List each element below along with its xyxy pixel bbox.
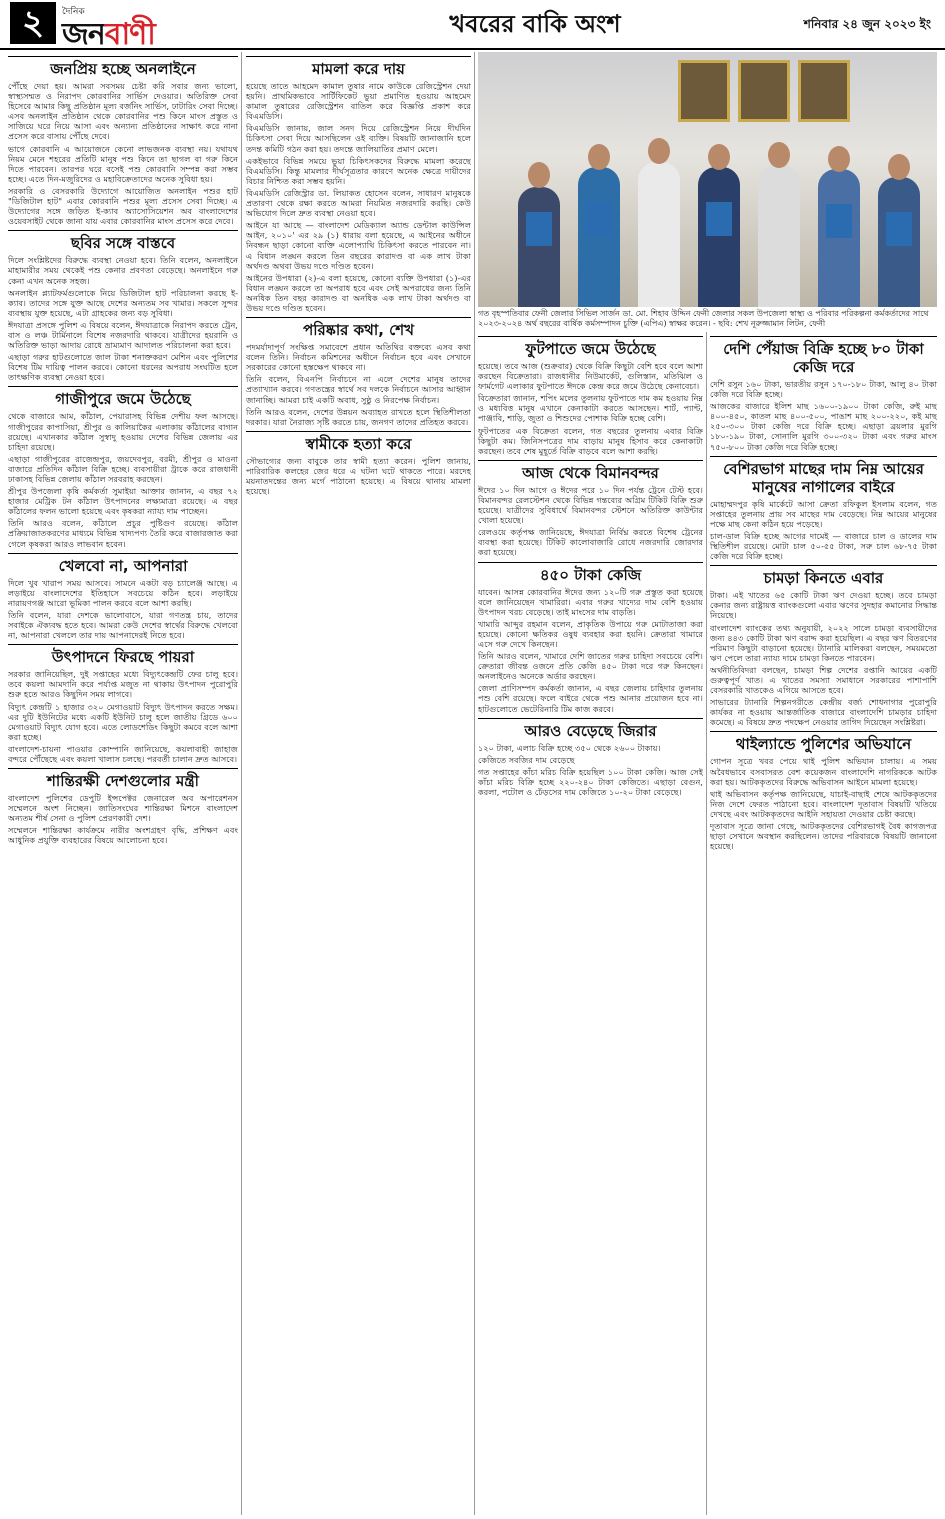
- story-paragraph: থাই অভিবাসন কর্তৃপক্ষ জানিয়েছে, যাচাই-বাছাই শেষে আটককৃতদের নিজ দেশে ফেরত পাঠানো হবে। বাংলাদেশ দূতাবাস বিষয়টি খতিয়ে দেখছে এবং আটককৃতদের আইনি সহায়তা দেওয়ার চেষ্টা করছে।: [710, 788, 937, 819]
- story-s14: [710, 336, 937, 452]
- story-paragraph: আইনের উপধারা (২)-এ বলা হয়েছে, কোনো ব্যক্তি উপধারা (১)-এর বিধান লঙ্ঘন করলে তা অপরাধ হবে এবং সেই অপরাধের জন্য তিনি অনধিক তিন বছর কারাদণ্ড বা অনধিক এক লাখ টাকা অর্থদণ্ড বা উভয় দণ্ডে দণ্ডিত হবেন।: [246, 272, 471, 313]
- story-paragraph: দিলে সংশ্লিষ্টদের বিরুদ্ধে ব্যবস্থা নেওয়া হবে। তিনি বলেন, অনলাইনে মাহামারীর সময় থেকেই পশু কেনার প্রবণতা বেড়েছে। অনলাইনে গরু কেনা এখন অনেক সহজ।: [8, 255, 238, 286]
- column-2: [246, 52, 471, 1515]
- story-paragraph: কেজিতে সবজির দাম বেড়েছে: [478, 754, 575, 765]
- story-paragraph: তিনি বলেন, বিএনপি নির্বাচনে না এলে দেশের মানুষ তাদের প্রত্যাখ্যান করবে। গণতন্ত্রের স্বার্থে সব দলকে নির্বাচনে আসার আহ্বান জানাচ্ছি। আমরা চাই একটি অবাধ, সুষ্ঠু ও নিরপেক্ষ নির্বাচন।: [246, 374, 471, 405]
- story-headline: শান্তিরক্ষী দেশগুলোর মন্ত্রী: [8, 768, 238, 790]
- story-s15: [710, 456, 937, 562]
- story-paragraph: দিলে খুব খারাপ সময় আসবে। সামনে একটা বড় চ্যালেঞ্জ আছে। এ লড়াইয়ে বাংলাদেশের ইতিহাসে সবচেয়ে কঠিন হবে। লড়াইয়ে নারায়ণগঞ্জ আরো ভূমিকা পালন করবে বলে আশা করছি।: [8, 577, 238, 608]
- story-paragraph: অর্থনীতিবিদরা বলছেন, চামড়া শিল্প দেশের রপ্তানি আয়ের একটি গুরুত্বপূর্ণ খাত। এ খাতের সমস্যা সমাধানে সরকারের পাশাপাশি বেসরকারি খাতকেও এগিয়ে আসতে হবে।: [710, 664, 937, 696]
- logo-part-a: জন: [62, 17, 105, 52]
- story-paragraph: বিক্রেতারা জানান, শপিং মলের তুলনায় ফুটপাতে দাম কম হওয়ায় নিম্ন ও মধ্যবিত্ত মানুষ এখানে কেনাকাটা করতে আসছেন। শার্ট, প্যান্ট, পাঞ্জাবি, শাড়ি, জুতা ও শিশুদের পোশাক বিক্রি হচ্ছে বেশি।: [478, 393, 703, 424]
- story-headline: ছবির সঙ্গে বাস্তবে: [8, 230, 238, 252]
- document-folder: [526, 212, 552, 246]
- story-paragraph: ঈদযাত্রা প্রসঙ্গে পুলিশ এ বিষয়ে বলেন, ঈদযাত্রাকে নিরাপদ করতে ট্রেন, বাস ও লঞ্চ টার্মিনালে বিশেষ নজরদারি থাকবে। যাত্রীদের হয়রানি ও অতিরিক্ত ভাড়া আদায় রোধে ভ্রাম্যমাণ আদালত পরিচালনা করা হবে।: [8, 319, 238, 351]
- story-paragraph: তিনি আরও বলেন, দেশের উন্নয়ন অব্যাহত রাখতে হলে স্থিতিশীলতা দরকার। যারা নৈরাজ্য সৃষ্টি করতে চায়, জনগণ তাদের প্রতিহত করবে।: [246, 406, 471, 427]
- story-paragraph: বিদ্যুৎ কেন্দ্রটি ১ হাজার ৩২০ মেগাওয়াট বিদ্যুৎ উৎপাদন করতে সক্ষম। এর দুটি ইউনিটের মধ্যে একটি ইউনিট চালু হলে জাতীয় গ্রিডে ৬০০ মেগাওয়াট বিদ্যুৎ যোগ হবে। এতে লোডশেডিং কিছুটা কমবে বলে আশা করা হচ্ছে।: [8, 701, 238, 742]
- story-s7: [246, 56, 471, 313]
- story-s17: [710, 731, 937, 851]
- document-folder: [706, 202, 732, 236]
- news-photo: [478, 52, 937, 307]
- column-rule: [474, 52, 475, 1515]
- story-headline: আরও বেড়েছে জিরার: [478, 718, 703, 740]
- story-paragraph: থেকে বাজারে আম, কাঁঠাল, পেয়ারাসহ বিভিন্ন দেশীয় ফল আসছে। গাজীপুরের কাপাসিয়া, শ্রীপুর ও কালিয়াকৈর এলাকায় কাঁঠালের বাগান রয়েছে। এখানকার কাঁঠাল সুস্বাদু হওয়ায় দেশের বিভিন্ন জেলায় এর চাহিদা রয়েছে।: [8, 411, 238, 452]
- story-paragraph: বাংলাদেশ ব্যাংকের তথ্য অনুযায়ী, ২০২২ সালে চামড়া ব্যবসায়ীদের জন্য ৪৪৩ কোটি টাকা ঋণ বরাদ্দ করা হয়েছিল। এ বছর ঋণ বিতরণের পরিমাণ কিছুটা বাড়ানো হয়েছে। ট্যানারি মালিকরা বলছেন, সময়মতো ঋণ পেলে তারা ন্যায্য দামে চামড়া কিনতে পারবেন।: [710, 622, 937, 663]
- story-paragraph: জেলা প্রাণিসম্পদ কর্মকর্তা জানান, এ বছর জেলায় চাহিদার তুলনায় পশু বেশি রয়েছে। ফলে বাইরে থেকে পশু আনার প্রয়োজন হবে না। হাটগুলোতে ভেটেরিনারি টিম কাজ করবে।: [478, 683, 703, 714]
- story-s11: [478, 460, 703, 558]
- story-paragraph: গোপন সূত্রে খবর পেয়ে থাই পুলিশ অভিযান চালায়। এ সময় অবৈধভাবে বসবাসরত বেশ কয়েকজন বাংলাদেশি নাগরিককে আটক করা হয়। আটককৃতদের বিরুদ্ধে অভিবাসন আইনে মামলা হয়েছে।: [710, 756, 937, 787]
- story-s12: [478, 562, 703, 714]
- page-number: ২: [10, 2, 56, 44]
- story-headline: স্বামীকে হত্যা করে: [246, 431, 471, 453]
- person: [818, 169, 860, 307]
- story-paragraph: চাল-ডাল বিক্রি হচ্ছে আগের দামেই — বাজারে চাল ও ডালের দাম স্থিতিশীল রয়েছে। মোটা চাল ৫০-৫৫ টাকা, সরু চাল ৬৮-৭৫ টাকা কেজি দরে বিক্রি হচ্ছে।: [710, 530, 937, 562]
- story-paragraph: সরকারি ও বেসরকারি উদ্যোগে আয়োজিত অনলাইন পশুর হাট "ডিজিটাল হাট" এবার কোরবানি পশুর মূল্য প্রসেস সেবা দিচ্ছে। এ উদ্যোগের সঙ্গে জড়িত ই-ক্যাব অ্যাসোসিয়েশন অব বাংলাদেশের ওয়েবসাইট থেকে জানা যায় এবার কোরবানির মাংস প্রসেস করে দেবে।: [8, 185, 238, 227]
- person: [518, 187, 560, 307]
- masthead: [0, 0, 945, 50]
- story-s8: [246, 317, 471, 427]
- story-headline: ফুটপাতে জমে উঠেছে: [478, 336, 703, 358]
- person-head: [768, 142, 790, 168]
- portrait-frame: [678, 60, 730, 122]
- story-paragraph: অনলাইন প্ল্যাটফর্মগুলোকে নিয়ে ডিজিটাল হাট পরিচালনা করছে ই-ক্যাব। তাদের সঙ্গে যুক্ত আছে দেশের অন্যতম সব খামার। সকলে সুন্দর ব্যবস্থায় যুক্ত হয়েছে, এটা গ্রাহকের জন্য বড় সুবিধা।: [8, 287, 238, 318]
- story-paragraph: তিনি আরও বলেন, খামারে দেশি জাতের গরুর চাহিদা সবচেয়ে বেশি। ক্রেতারা জীবন্ত ওজনে প্রতি কেজি ৪৫০ টাকা দরে গরু কিনছেন। অনলাইনেও অনেকে অর্ডার করছেন।: [478, 651, 703, 682]
- story-paragraph: মোহাম্মদপুর কৃষি মার্কেটে আসা ক্রেতা রফিকুল ইসলাম বলেন, গত সপ্তাহের তুলনায় প্রায় সব মাছের দাম বেড়েছে। নিম্ন আয়ের মানুষের পক্ষে মাছ কেনা কঠিন হয়ে পড়েছে।: [710, 498, 937, 529]
- story-paragraph: হয়েছে। তবে আজ (শুক্রবার) থেকে বিক্রি কিছুটা বেশি হবে বলে আশা করছেন বিক্রেতারা। রাজধানীর নিউমার্কেট, গুলিস্তান, মতিঝিল ও ফার্মগেট এলাকার ফুটপাতে ঈদকে কেন্দ্র করে জমে উঠেছে কেনাবেচা।: [478, 361, 703, 392]
- story-paragraph: বিএমডিসি রেজিস্ট্রার ডা. লিয়াকত হোসেন বলেন, সাধারণ মানুষকে প্রতারণা থেকে রক্ষা করতে আমরা নিয়মিত নজরদারি করছি। কেউ অভিযোগ দিলে দ্রুত ব্যবস্থা নেওয়া হবে।: [246, 187, 471, 219]
- story-s1: [8, 56, 238, 226]
- story-paragraph: তিনি আরও বলেন, কাঁঠালে প্রচুর পুষ্টিগুণ রয়েছে। কাঁঠাল প্রক্রিয়াজাতকরণের মাধ্যমে বিভিন্ন খাদ্যপণ্য তৈরি করে বাজারজাত করা গেলে কৃষকরা আরও লাভবান হবেন।: [8, 518, 238, 549]
- person: [638, 162, 680, 307]
- story-s2: [8, 230, 238, 382]
- story-s9: [246, 431, 471, 496]
- person-head: [828, 146, 850, 172]
- person-head: [648, 138, 670, 164]
- photo-caption: গত বৃহস্পতিবার ফেনী জেলার সিভিল সার্জন ডা. মো. শিহাব উদ্দিন ফেনী জেলার সকল উপজেলা স্বাস্থ্য ও পরিবার পরিকল্পনা কর্মকর্তাদের সাথে ২০২৩-২০২৪ অর্থ বছরের বার্ষিক কর্মসম্পাদন চুক্তি (এপিএ) স্বাক্ষর করেন। - ছবি: শেখ নূরুজ্জামান লিটন, ফেনী: [478, 309, 929, 328]
- story-paragraph: সরকার জানিয়েছিল, দুই সপ্তাহের মধ্যে বিদ্যুৎকেন্দ্রটি ফের চালু হবে। তবে কয়লা আমদানি করে পর্যাপ্ত মজুত না থাকায় উৎপাদন পুরোপুরি শুরু হতে আরও কিছুদিন সময় লাগবে।: [8, 669, 238, 700]
- story-headline: মামলা করে দায়: [246, 56, 471, 78]
- story-paragraph: তিনি বলেন, যারা দেশকে ভালোবাসে, যারা গণতন্ত্র চায়, তাদের সবাইকে ঐক্যবদ্ধ হতে হবে। আমরা কেউ দেশের স্বার্থের বিরুদ্ধে খেলবো না, আপনারা খেললে তার দায় আপনাদেরই নিতে হবে।: [8, 609, 238, 641]
- document-folder: [886, 212, 912, 246]
- story-paragraph: পদমর্যাদাপূর্ণ সংক্ষিপ্ত সমাবেশে প্রধান অতিথির বক্তব্যে এসব কথা বলেন তিনি। নির্বাচন কমিশনের অধীনে নির্বাচন হবে এবং সেখানে সরকারের কোনো হস্তক্ষেপ থাকবে না।: [246, 342, 471, 373]
- portrait-frame: [798, 60, 850, 122]
- story-paragraph: ঈদের ১০ দিন আগে ও ঈদের পরে ১০ দিন পর্যন্ত ট্রেনে টেস্ট হবে। বিমানবন্দর রেলস্টেশন থেকে বিভিন্ন গন্তব্যের অগ্রিম টিকিট বিক্রি শুরু হয়েছে। যাত্রীদের সুবিধার্থে বিমানবন্দর স্টেশনে অতিরিক্ত কাউন্টার খোলা হয়েছে।: [478, 484, 703, 526]
- story-paragraph: সাভারের ট্যানারি শিল্পনগরীতে কেন্দ্রীয় বর্জ্য শোধনাগার পুরোপুরি কার্যকর না হওয়ায় আন্তর্জাতিক বাজারে বাংলাদেশি চামড়ার চাহিদা কমেছে। এ বিষয়ে দ্রুত পদক্ষেপ নেওয়ার তাগিদ দিয়েছেন সংশ্লিষ্টরা।: [710, 697, 937, 728]
- story-paragraph: বাংলাদেশ-চায়না পাওয়ার কোম্পানি জানিয়েছে, কয়লাবাহী জাহাজ বন্দরে পৌঁছেছে এবং কয়লা খালাস চলছে। পরবর্তী চালান দ্রুত আসবে।: [8, 743, 238, 764]
- paper-prefix: দৈনিক: [62, 7, 85, 17]
- story-paragraph: দূতাবাস সূত্রে জানা গেছে, আটককৃতদের বেশিরভাগই বৈধ কাগজপত্র ছাড়া সেখানে অবস্থান করছিলেন। তাদের পরিবারকে বিষয়টি জানানো হয়েছে।: [710, 821, 937, 852]
- person: [698, 167, 740, 307]
- story-paragraph: দেশি রসুন ১৬০ টাকা, ভারতীয় রসুন ১৭০-১৮০ টাকা, আলু ৪০ টাকা কেজি দরে বিক্রি হচ্ছে।: [710, 379, 937, 400]
- story-paragraph: এছাড়া গাজীপুরের রাজেন্দ্রপুর, জয়দেবপুর, বরমী, শ্রীপুর ও মাওনা বাজারে প্রতিদিন কাঁঠাল বিক্রি হচ্ছে। ব্যবসায়ীরা ট্রাকে করে রাজধানী ঢাকাসহ বিভিন্ন জেলায় কাঁঠাল সরবরাহ করছেন।: [8, 453, 238, 484]
- story-s5: [8, 644, 238, 764]
- column-1: [8, 52, 238, 1515]
- portrait-frame: [738, 60, 790, 122]
- story-paragraph: ভাগে কোরবানি এ আয়োজনে কেনো লাভজনক ব্যবস্থা নয়। যথাযথ নিয়ম মেনে শহরের প্রতিটি মানুষ পশু কিনে তা ছাগল বা গরু কিনে দিতে পারবেন। তারপর ঘরে বসেই পশু কোরবানি সম্পন্ন করা সম্ভব হচ্ছে। এতে দিন-মজুরিদের ও মহাবিক্রেতাদের অনেক সুবিধা হয়।: [8, 143, 238, 184]
- column-3: [478, 332, 703, 1515]
- story-paragraph: আজকের বাজারে ইলিশ মাছ ১৬০০-১৯০০ টাকা কেজি, রুই মাছ ৪০০-৪৫০, কাতল মাছ ৪০০-৫০০, পাঙাশ মাছ ২০০-২২০, কই মাছ ২৫০-৩০০ টাকা কেজি দরে বিক্রি হচ্ছে। এছাড়া ব্রয়লার মুরগি ১৮০-১৯০ টাকা, সোনালি মুরগি ৩০০-৩২০ টাকা এবং গরুর মাংস ৭৫০-৮০০ টাকা কেজি দরে বিক্রি হচ্ছে।: [710, 401, 937, 452]
- story-paragraph: গত সপ্তাহের কাঁচা মরিচ বিক্রি হয়েছিল ১০০ টাকা কেজি। আজ সেই কাঁচা মরিচ বিক্রি হচ্ছে ২২০-২৪০ টাকা কেজিতে। এছাড়া বেগুন, করলা, পটোল ও ঢেঁড়সের দাম কেজিতে ১০-২০ টাকা বেড়েছে।: [478, 766, 703, 797]
- story-paragraph: এছাড়া গরুর হাটগুলোতে জাল টাকা শনাক্তকরণ মেশিন এবং পুলিশের বিশেষ টিম দায়িত্ব পালন করবে। কোনো ধরনের অপরাধ সংঘটিত হলে তাৎক্ষণিক ব্যবস্থা নেওয়া হবে।: [8, 352, 238, 383]
- story-paragraph: হয়েছে তাতে আহমেদ কামাল তুষার নামে কাউকে রেজিস্ট্রেশন দেয়া হয়নি। প্রাথমিকভাবে সার্টিফিকেট ভুয়া প্রমাণিত হওয়ায় আহমেদ কামাল তুষারের রেজিস্ট্রেশন বাতিল করে বিজ্ঞপ্তি প্রকাশ করে বিএমডিসি।: [246, 81, 471, 122]
- story-s4: [8, 553, 238, 641]
- story-headline: খেলবো না, আপনারা: [8, 553, 238, 575]
- issue-date: শনিবার ২৪ জুন ২০২৩ ইং: [803, 17, 931, 31]
- story-headline: বেশিরভাগ মাছের দাম নিম্ন আয়ের মানুষের নাগালের বাইরে: [710, 456, 937, 496]
- story-s13: [478, 718, 703, 797]
- story-paragraph: সম্মেলনে শান্তিরক্ষা কার্যক্রমে নারীর অংশগ্রহণ বৃদ্ধি, প্রশিক্ষণ এবং আধুনিক প্রযুক্তি ব্যবহারের বিষয়ে আলোচনা হবে।: [8, 825, 238, 846]
- story-paragraph: শ্রীপুর উপজেলা কৃষি কর্মকর্তা সুমাইয়া আক্তার জানান, এ বছর ৭২ হাজার মেট্রিক টন কাঁঠাল উৎপাদনের লক্ষ্যমাত্রা রয়েছে। এ বছর কাঁঠালের ফলন ভালো হয়েছে এবং কৃষকরা ন্যায্য দাম পাচ্ছেন।: [8, 486, 238, 517]
- column-rule: [706, 332, 707, 1515]
- logo-part-b: বাণী: [104, 17, 155, 52]
- column-rule: [241, 52, 242, 1515]
- story-paragraph: বিএমডিসি জানায়, জাল সনদ দিয়ে রেজিস্ট্রেশন নিয়ে দীর্ঘদিন চিকিৎসা সেবা দিয়ে আসছিলেন ওই ব্যক্তি। বিষয়টি জানাজানি হলে তদন্ত কমিটি গঠন করা হয়। তদন্তে জালিয়াতির প্রমাণ মেলে।: [246, 123, 471, 154]
- story-paragraph: ১২০ টাকা, এলাচ বিক্রি হচ্ছে ৩৫০ থেকে ২৬০০ টাকায়।: [478, 742, 661, 753]
- story-headline: থাইল্যান্ডে পুলিশের অভিযানে: [710, 731, 937, 753]
- story-headline: জনপ্রিয় হচ্ছে অনলাইনে: [8, 56, 238, 78]
- document-folder: [826, 204, 852, 238]
- column-4: [710, 332, 937, 1515]
- person: [578, 167, 620, 307]
- person-head: [708, 144, 730, 170]
- story-headline: গাজীপুরে জমে উঠেছে: [8, 386, 238, 408]
- document-folder: [586, 202, 612, 236]
- story-headline: ৪৫০ টাকা কেজি: [478, 562, 703, 584]
- section-title: খবরের বাকি অংশ: [449, 10, 621, 38]
- story-paragraph: রেলওয়ে কর্তৃপক্ষ জানিয়েছে, ঈদযাত্রা নির্বিঘ্ন করতে বিশেষ ট্রেনের ব্যবস্থা করা হয়েছে। টিকিট কালোবাজারি রোধে নজরদারি জোরদার করা হয়েছে।: [478, 527, 703, 558]
- story-paragraph: খামারি আব্দুর রহমান বলেন, প্রাকৃতিক উপায়ে গরু মোটাতাজা করা হয়েছে। কোনো ক্ষতিকর ওষুধ ব্যবহার করা হয়নি। ক্রেতারা খামারে এসে গরু দেখে কিনছেন।: [478, 618, 703, 649]
- story-s16: [710, 565, 937, 727]
- story-s10: [478, 336, 703, 456]
- story-headline: পরিষ্কার কথা, শেখ: [246, 317, 471, 339]
- story-headline: চামড়া কিনতে এবার: [710, 565, 937, 587]
- person: [758, 165, 800, 307]
- story-paragraph: যাবেন। আসন্ন কোরবানির ঈদের জন্য ১২০টি গরু প্রস্তুত করা হয়েছে বলে জানিয়েছেন খামারিরা। এবার গরুর খাদ্যের দাম বেশি হওয়ায় উৎপাদন খরচ বেড়েছে। তাই মাংসের দাম বাড়তি।: [478, 586, 703, 617]
- story-paragraph: টাকা। এই খাতের ৬৫ কোটি টাকা ঋণ দেওয়া হচ্ছে। তবে চামড়া কেনার জন্য রাষ্ট্রায়ত্ত ব্যাংকগুলো এবার ঋণের সুদহার কমানোর সিদ্ধান্ত নিয়েছে।: [710, 590, 937, 621]
- person-head: [888, 154, 910, 180]
- person-head: [528, 162, 550, 188]
- story-paragraph: একইভাবে বিভিন্ন সময়ে ভুয়া চিকিৎসকদের বিরুদ্ধে মামলা করেছে বিএমডিসি। কিন্তু মামলার দীর্ঘসূত্রতার কারণে অনেক ক্ষেত্রে দায়ীদের বিচার নিশ্চিত করা সম্ভব হয়নি।: [246, 155, 471, 186]
- person-head: [588, 144, 610, 170]
- story-headline: দেশি পেঁয়াজ বিক্রি হচ্ছে ৮০ টাকা কেজি দরে: [710, 336, 937, 376]
- story-paragraph: পৌঁছে দেয়া হয়। আমরা সবসময় চেষ্টা করি সবার জন্য ভালো, স্বাস্থ্যসম্মত ও নিরাপদ কোরবানির সার্ভিস দেওয়ার। অতিরিক্ত সেবা হিসেবে আমার কিছু প্রতিষ্ঠান মূল্য বর্জনিং সার্ভিস, ঢাটারিং সেবা দিচ্ছে। এসব অনলাইন প্রতিষ্ঠান থেকে কোরবানির পশু কিনে মাংস প্রস্তুত ও সাজিয়ে ঘরে নিয়ে আসা এবং অন্যান্য প্রতিষ্ঠানের সাক্ষাৎ করে নানা প্রসেস করে বাসায় পৌঁছে দেবে।: [8, 81, 238, 142]
- story-s6: [8, 768, 238, 845]
- story-paragraph: সৌভাগ্যের জন্য বাবুকে তার স্বামী হত্যা করেন। পুলিশ জানায়, পারিবারিক কলহের জের ধরে এ ঘটনা ঘটে থাকতে পারে। মরদেহ ময়নাতদন্তের জন্য মর্গে পাঠানো হয়েছে। এ বিষয়ে থানায় মামলা হয়েছে।: [246, 455, 471, 497]
- story-paragraph: আইনে যা আছে — বাংলাদেশ মেডিক্যাল অ্যান্ড ডেন্টাল কাউন্সিল আইন, ২০১০' এর ২৯ (১) ধারায় বলা হয়েছে, এ আইনের অধীনে নিবন্ধন ছাড়া কোনো ব্যক্তি এলোপ্যাথি চিকিৎসা করতে পারবেন না। এ বিধান লঙ্ঘন করলে তিন বছরের কারাদণ্ড বা এক লাখ টাকা অর্থদণ্ড অথবা উভয় দণ্ডে দণ্ডিত হবেন।: [246, 220, 471, 271]
- story-headline: উৎপাদনে ফিরছে পায়রা: [8, 644, 238, 666]
- story-paragraph: ফুটপাতের এক বিক্রেতা বলেন, গত বছরের তুলনায় এবার বিক্রি কিছুটা কম। জিনিসপত্রের দাম বাড়ায় মানুষ হিসাব করে কেনাকাটা করছেন। তবে শেষ মুহূর্তে বিক্রি বাড়বে বলে আশা করছি।: [478, 425, 703, 456]
- story-paragraph: বাংলাদেশ পুলিশের ডেপুটি ইন্সপেক্টর জেনারেল অব অপারেশনস সম্মেলনে অংশ নিচ্ছেন। জাতিসংঘের শান্তিরক্ষা মিশনে বাংলাদেশ অন্যতম শীর্ষ সেনা ও পুলিশ প্রেরণকারী দেশ।: [8, 793, 238, 824]
- story-s3: [8, 386, 238, 548]
- story-headline: আজ থেকে বিমানবন্দর: [478, 460, 703, 482]
